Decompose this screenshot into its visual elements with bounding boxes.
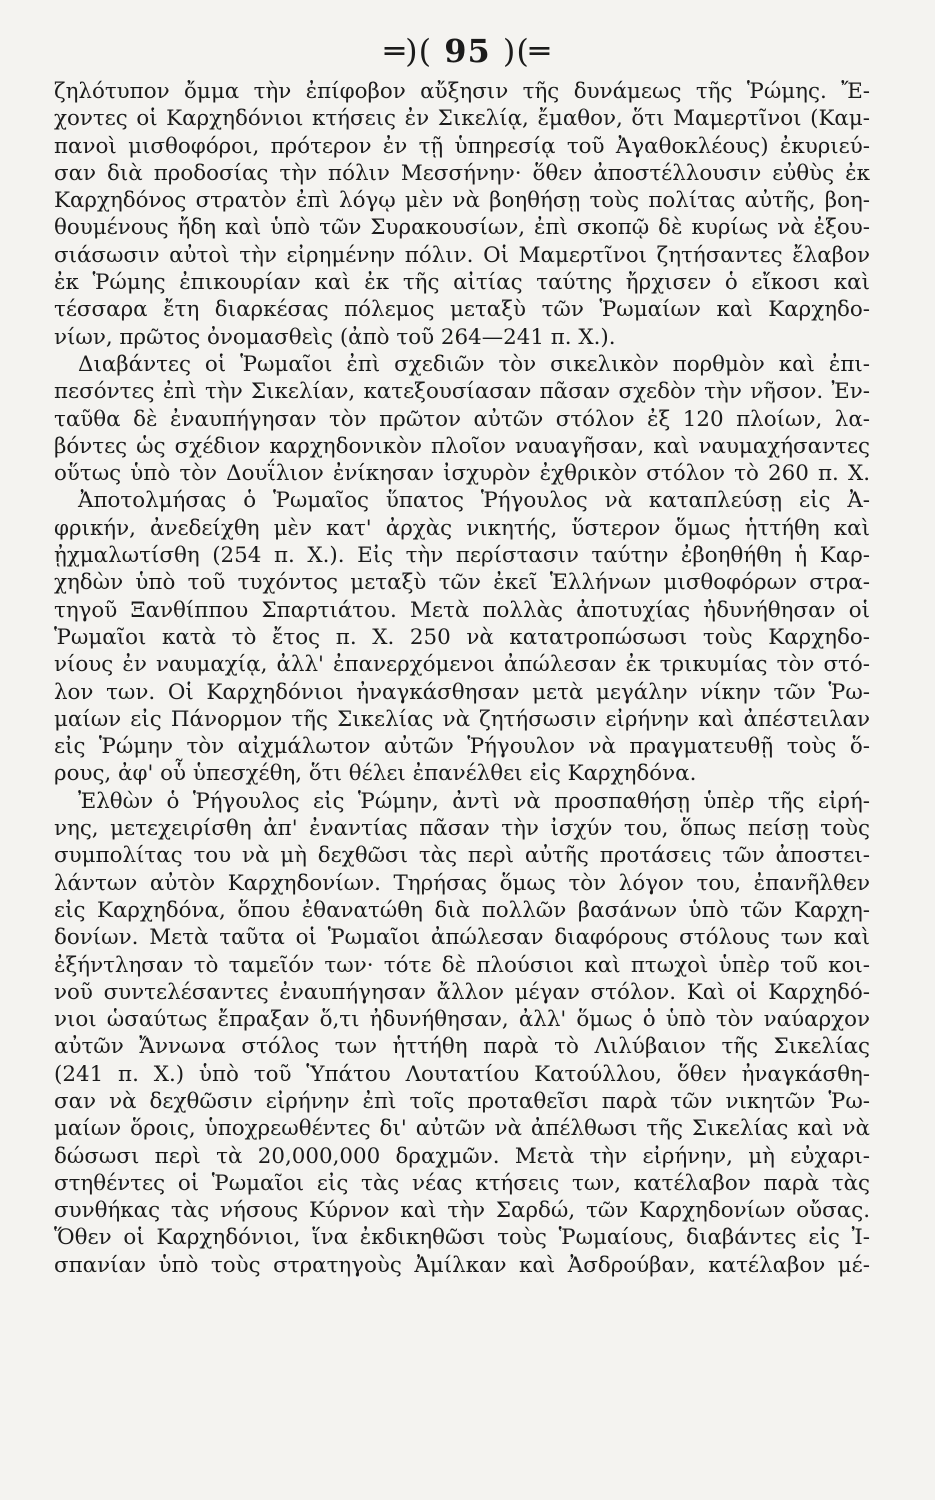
- text-line: χοντες οἱ Καρχηδόνιοι κτήσεις ἐν Σικελίᾳ, ἔμαθον, ὅτι Μαμερτῖνοι (Καμ-: [54, 106, 870, 132]
- text-line: τηγοῦ Ξανθίππου Σπαρτιάτου. Μετὰ πολλὰς ἀποτυχίας ἠδυνήθησαν οἱ: [54, 597, 870, 623]
- text-line: ταῦθα δὲ ἐναυπήγησαν τὸν πρῶτον αὐτῶν στόλον ἐξ 120 πλοίων, λα-: [54, 406, 870, 432]
- text-line: σιάσωσιν αὐτοὶ τὴν εἰρημένην πόλιν. Οἱ Μαμερτῖνοι ζητήσαντες ἔλαβον: [54, 242, 870, 268]
- text-line: Διαβάντες οἱ Ῥωμαῖοι ἐπὶ σχεδιῶν τὸν σικελικὸν πορθμὸν καὶ ἐπι-: [78, 351, 870, 377]
- text-line: Ἐλθὼν ὁ Ῥήγουλος εἰς Ῥώμην, ἀντὶ νὰ προσπαθήσῃ ὑπὲρ τῆς εἰρή-: [78, 788, 870, 814]
- text-line: νης, μετεχειρίσθη ἀπ' ἐναντίας πᾶσαν τὴν ἰσχύν του, ὅπως πείσῃ τοὺς: [54, 816, 870, 842]
- text-line: μαίων εἰς Πάνορμον τῆς Σικελίας νὰ ζητήσωσιν εἰρήνην καὶ ἀπέστειλαν: [54, 706, 870, 732]
- text-line: Ὅθεν οἱ Καρχηδόνιοι, ἵνα ἐκδικηθῶσι τοὺς Ῥωμαίους, διαβάντες εἰς Ἰ-: [54, 1225, 870, 1251]
- page-header: [0, 32, 935, 70]
- text-line: λάντων αὐτὸν Καρχηδονίων. Τηρήσας ὅμως τὸν λόγον του, ἐπανῆλθεν: [54, 870, 870, 896]
- text-line: ᾐχμαλωτίσθη (254 π. Χ.). Εἰς τὴν περίστασιν ταύτην ἐβοηθήθη ἡ Καρ-: [54, 543, 870, 569]
- text-line: Ἀποτολμήσας ὁ Ῥωμαῖος ὕπατος Ῥήγουλος νὰ καταπλεύσῃ εἰς Ἀ-: [78, 488, 870, 514]
- text-line: ἐξήντλησαν τὸ ταμεῖόν των· τότε δὲ πλούσιοι καὶ πτωχοὶ ὑπὲρ τοῦ κοι-: [54, 952, 870, 978]
- text-line: Ῥωμαῖοι κατὰ τὸ ἔτος π. Χ. 250 νὰ κατατροπώσωσι τοὺς Καρχηδο-: [54, 624, 870, 650]
- page-number: 95: [444, 32, 491, 70]
- text-line: σπανίαν ὑπὸ τοὺς στρατηγοὺς Ἀμίλκαν καὶ Ἀσδρούβαν, κατέλαβον μέ-: [54, 1252, 870, 1278]
- text-line: χηδὼν ὑπὸ τοῦ τυχόντος μεταξὺ τῶν ἐκεῖ Ἑλλήνων μισθοφόρων στρα-: [54, 570, 870, 596]
- text-line: πεσόντες ἐπὶ τὴν Σικελίαν, κατεξουσίασαν πᾶσαν σχεδὸν τὴν νῆσον. Ἐν-: [54, 379, 870, 405]
- text-line: σαν διὰ προδοσίας τὴν πόλιν Μεσσήνην· ὅθεν ἀποστέλλουσιν εὐθὺς ἐκ: [54, 160, 870, 186]
- text-line: ρους, ἀφ' οὗ ὑπεσχέθη, ὅτι θέλει ἐπανέλθει εἰς Καρχηδόνα.: [54, 761, 697, 787]
- text-line: οὕτως ὑπὸ τὸν Δουΐλιον ἐνίκησαν ἰσχυρὸν ἐχθρικὸν στόλον τὸ 260 π. Χ.: [54, 461, 870, 487]
- text-line: δονίων. Μετὰ ταῦτα οἱ Ῥωμαῖοι ἀπώλεσαν διαφόρους στόλους των καὶ: [54, 925, 870, 951]
- text-line: συνθήκας τὰς νήσους Κύρνον καὶ τὴν Σαρδώ, τῶν Καρχηδονίων οὔσας.: [54, 1198, 870, 1224]
- body-text: [54, 78, 870, 1279]
- text-line: ζηλότυπον ὄμμα τὴν ἐπίφοβον αὔξησιν τῆς δυνάμεως τῆς Ῥώμης. Ἔ-: [54, 79, 870, 104]
- text-line: ἐκ Ῥώμης ἐπικουρίαν καὶ ἐκ τῆς αἰτίας ταύτης ἤρχισεν ὁ εἴκοσι καὶ: [54, 270, 870, 296]
- text-line: δώσωσι περὶ τὰ 20,000,000 δραχμῶν. Μετὰ τὴν εἰρήνην, μὴ εὐχαρι-: [54, 1143, 870, 1169]
- text-line: βόντες ὡς σχέδιον καρχηδονικὸν πλοῖον ναυαγῆσαν, καὶ ναυμαχήσαντες: [54, 433, 870, 459]
- text-line: λον των. Οἱ Καρχηδόνιοι ἠναγκάσθησαν μετὰ μεγάλην νίκην τῶν Ῥω-: [54, 679, 870, 705]
- text-line: νίους ἐν ναυμαχίᾳ, ἀλλ' ἐπανερχόμενοι ἀπώλεσαν ἐκ τρικυμίας τὸν στό-: [54, 652, 870, 678]
- text-line: στηθέντες οἱ Ῥωμαῖοι εἰς τὰς νέας κτήσεις των, κατέλαβον παρὰ τὰς: [54, 1170, 870, 1196]
- text-line: νίων, πρῶτος ὀνομασθεὶς (ἀπὸ τοῦ 264—241 π. Χ.).: [54, 324, 616, 350]
- text-line: (241 π. Χ.) ὑπὸ τοῦ Ὑπάτου Λουτατίου Κατούλλου, ὅθεν ἠναγκάσθη-: [54, 1061, 870, 1087]
- text-line: συμπολίτας του νὰ μὴ δεχθῶσι τὰς περὶ αὐτῆς προτάσεις τῶν ἀποστει-: [54, 843, 870, 869]
- header-ornament-left: ═)(: [384, 32, 433, 70]
- text-line: εἰς Ῥώμην τὸν αἰχμάλωτον αὐτῶν Ῥήγουλον νὰ πραγματευθῇ τοὺς ὅ-: [54, 734, 870, 760]
- text-line: εἰς Καρχηδόνα, ὅπου ἐθανατώθη διὰ πολλῶν βασάνων ὑπὸ τῶν Καρχη-: [54, 897, 870, 923]
- text-line: πανοὶ μισθοφόροι, πρότερον ἐν τῇ ὑπηρεσίᾳ τοῦ Ἀγαθοκλέους) ἐκυριεύ-: [54, 133, 870, 159]
- header-ornament-right: )(═: [502, 32, 551, 70]
- text-line: φρικήν, ἀνεδείχθη μὲν κατ' ἀρχὰς νικητής, ὕστερον ὅμως ἡττήθη καὶ: [54, 515, 870, 541]
- text-line: σαν νὰ δεχθῶσιν εἰρήνην ἐπὶ τοῖς προταθεῖσι παρὰ τῶν νικητῶν Ῥω-: [54, 1088, 870, 1114]
- text-line: αὐτῶν Ἄννωνα στόλος των ἡττήθη παρὰ τὸ Λιλύβαιον τῆς Σικελίας: [54, 1034, 870, 1060]
- text-line: θουμένους ἤδη καὶ ὑπὸ τῶν Συρακουσίων, ἐπὶ σκοπῷ δὲ κυρίως νὰ ἐξου-: [54, 215, 870, 241]
- text-line: τέσσαρα ἔτη διαρκέσας πόλεμος μεταξὺ τῶν Ῥωμαίων καὶ Καρχηδο-: [54, 297, 870, 323]
- text-line: Καρχηδόνος στρατὸν ἐπὶ λόγῳ μὲν νὰ βοηθήσῃ τοὺς πολίτας αὐτῆς, βοη-: [54, 188, 870, 214]
- text-line: μαίων ὅροις, ὑποχρεωθέντες δι' αὐτῶν νὰ ἀπέλθωσι τῆς Σικελίας καὶ νὰ: [54, 1116, 870, 1142]
- text-line: νιοι ὡσαύτως ἔπραξαν ὅ,τι ἠδυνήθησαν, ἀλλ' ὅμως ὁ ὑπὸ τὸν ναύαρχον: [54, 1007, 870, 1033]
- text-line: νοῦ συντελέσαντες ἐναυπήγησαν ἄλλον μέγαν στόλον. Καὶ οἱ Καρχηδό-: [54, 979, 870, 1005]
